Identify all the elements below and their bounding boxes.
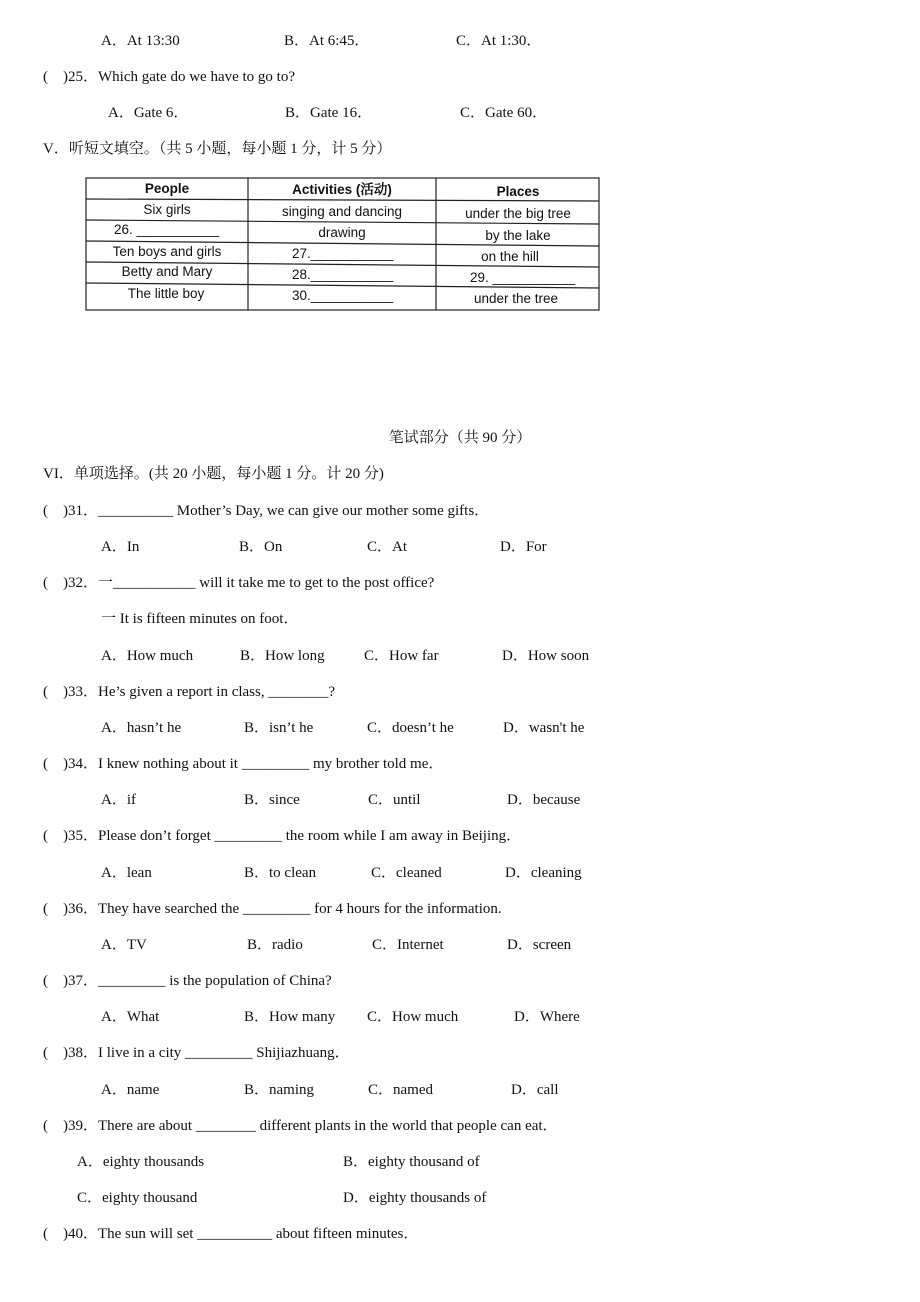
q31-stem: ( )31．__________ Mother’s Day, we can give our mother some gifts． [43, 503, 490, 519]
q33-option-b: B．isn’t he [244, 720, 314, 736]
cell-r2-activity: drawing [318, 225, 366, 240]
q32-reply: 一 It is fifteen minutes on foot． [101, 611, 299, 627]
q33-option-a: A．hasn’t he [101, 720, 182, 736]
q24-option-a: A．At 13:30 [101, 33, 180, 49]
q35-option-c: C．cleaned [371, 865, 442, 881]
q39-stem: ( )39．There are about ________ different plants in the world that people can eat． [43, 1118, 558, 1134]
cell-r3-activity: 27.___________ [292, 246, 394, 261]
q33-stem: ( )33．He’s given a report in class, ________? [43, 684, 336, 700]
q25-option-c: C．Gate 60． [460, 105, 548, 121]
q24-option-c: C．At 1:30． [456, 33, 542, 49]
cell-r4-activity: 28.___________ [292, 267, 394, 282]
q36-option-d: D．screen [507, 937, 572, 953]
q37-stem: ( )37．_________ is the population of China? [43, 973, 332, 989]
q39-option-c: C．eighty thousand [77, 1190, 198, 1206]
q37-option-a: A．What [101, 1009, 160, 1025]
q33-option-c: C．doesn’t he [367, 720, 454, 736]
q38-option-b: B．naming [244, 1082, 314, 1098]
cell-r5-people: The little boy [127, 286, 205, 301]
cell-r3-people: Ten boys and girls [112, 244, 222, 259]
header-activities: Activities (活动) [292, 182, 392, 197]
q36-option-a: A．TV [101, 937, 147, 953]
q39-option-a: A．eighty thousands [77, 1154, 205, 1170]
q32-option-d: D．How soon [502, 648, 590, 664]
listening-table [0, 0, 920, 330]
q37-option-c: C．How much [367, 1009, 459, 1025]
header-people: People [144, 181, 190, 196]
cell-r1-activity: singing and dancing [281, 204, 403, 219]
q35-option-b: B．to clean [244, 865, 317, 881]
q37-option-d: D．Where [514, 1009, 580, 1025]
q39-option-b: B．eighty thousand of [343, 1154, 480, 1170]
section-6-title: VI．单项选择。(共 20 小题，每小题 1 分。计 20 分) [43, 466, 384, 482]
q31-option-b: B．On [239, 539, 283, 555]
cell-r4-people: Betty and Mary [121, 264, 213, 279]
q33-option-d: D．wasn't he [503, 720, 585, 736]
q35-option-d: D．cleaning [505, 865, 582, 881]
q36-stem: ( )36．They have searched the _________ for 4 hours for the information. [43, 901, 502, 917]
q34-option-c: C．until [368, 792, 421, 808]
q38-stem: ( )38．I live in a city _________ Shijiazhuang． [43, 1045, 350, 1061]
cell-r1-place: under the big tree [465, 206, 571, 221]
q24-option-b: B．At 6:45． [284, 33, 370, 49]
cell-r3-place: on the hill [481, 249, 539, 264]
q36-option-b: B．radio [247, 937, 303, 953]
q25-option-a: A．Gate 6． [108, 105, 189, 121]
cell-r2-people: 26. ___________ [114, 222, 220, 237]
q36-option-c: C．Internet [372, 937, 444, 953]
q38-option-c: C．named [368, 1082, 433, 1098]
q25-stem: ( )25．Which gate do we have to go to? [43, 69, 296, 85]
q38-option-a: A．name [101, 1082, 160, 1098]
q38-option-d: D．call [511, 1082, 559, 1098]
cell-r2-place: by the lake [485, 228, 551, 243]
q37-option-b: B．How many [244, 1009, 336, 1025]
q32-option-a: A．How much [101, 648, 194, 664]
q34-option-d: D．because [507, 792, 581, 808]
q40-stem: ( )40．The sun will set __________ about fifteen minutes． [43, 1226, 419, 1242]
cell-r4-place: 29. ___________ [470, 270, 576, 285]
cell-r5-place: under the tree [473, 291, 559, 306]
cell-r1-people: Six girls [143, 202, 191, 217]
q34-option-b: B．since [244, 792, 300, 808]
q32-option-b: B．How long [240, 648, 325, 664]
cell-r5-activity: 30.___________ [292, 288, 394, 303]
section-5-title: V．听短文填空。（共 5 小题，每小题 1 分，计 5 分） [43, 141, 392, 157]
q35-option-a: A．lean [101, 865, 152, 881]
q31-option-c: C．At [367, 539, 408, 555]
header-places: Places [496, 184, 540, 199]
q25-option-b: B．Gate 16． [285, 105, 373, 121]
q31-option-d: D．For [500, 539, 547, 555]
written-part-title: 笔试部分（共 90 分） [388, 430, 532, 446]
q35-stem: ( )35．Please don’t forget _________ the room while I am away in Beijing． [43, 828, 522, 844]
q39-option-d: D．eighty thousands of [343, 1190, 487, 1206]
q34-stem: ( )34．I knew nothing about it _________ my brother told me． [43, 756, 444, 772]
q31-option-a: A．In [101, 539, 140, 555]
q32-stem: ( )32．一___________ will it take me to get to the post office? [43, 575, 435, 591]
q34-option-a: A．if [101, 792, 136, 808]
q32-option-c: C．How far [364, 648, 439, 664]
